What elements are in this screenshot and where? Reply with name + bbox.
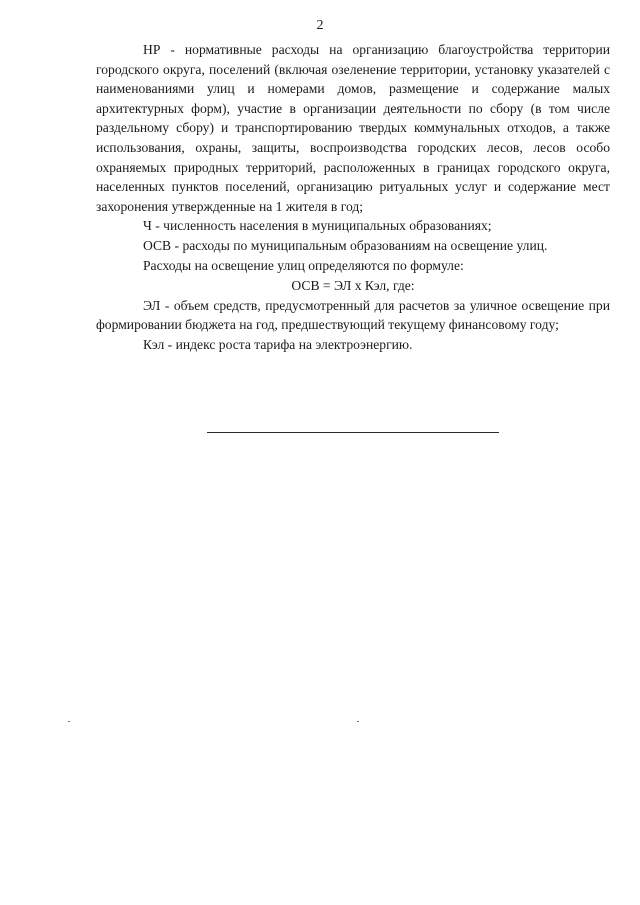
paragraph-osv-definition: ОСВ - расходы по муниципальным образованиям на освещение улиц. (143, 237, 548, 253)
formula-osv: ОСВ = ЭЛ х Кэл, где: (291, 278, 415, 294)
closing-divider-line (207, 432, 499, 433)
paragraph-hr-definition: НР - нормативные расходы на организацию благоустройства территории городского округа, поселений (включая озеленение территории, установку указателей с наименованиями улиц и номерами домов, размещение и содержание малых архитектурных форм), участие в организации деятельности по сбору (в том числе раздельному сбору) и транспортированию твердых коммунальных отходов, а также использования, охраны, защиты, воспроизводства городских лесов, лесов особо охраняемых природных территорий, расположенных в границах городского округа, населенных пунктов поселений, организацию ритуальных услуг и содержание мест захоронения утвержденные на 1 жителя в год; (96, 42, 610, 214)
paragraph-el-definition: ЭЛ - объем средств, предусмотренный для расчетов за уличное освещение при формировании бюджета на год, предшествующий текущему финансовому году; (96, 297, 610, 333)
paragraph-formula-intro: Расходы на освещение улиц определяются по формуле: (143, 257, 464, 273)
scan-speck (357, 721, 359, 722)
document-body (96, 40, 610, 355)
scan-speck (68, 721, 70, 722)
paragraph-ch-definition: Ч - численность населения в муниципальных образованиях; (143, 218, 492, 234)
page-number: 2 (316, 18, 324, 33)
paragraph-kel-definition: Кэл - индекс роста тарифа на электроэнергию. (143, 336, 413, 352)
